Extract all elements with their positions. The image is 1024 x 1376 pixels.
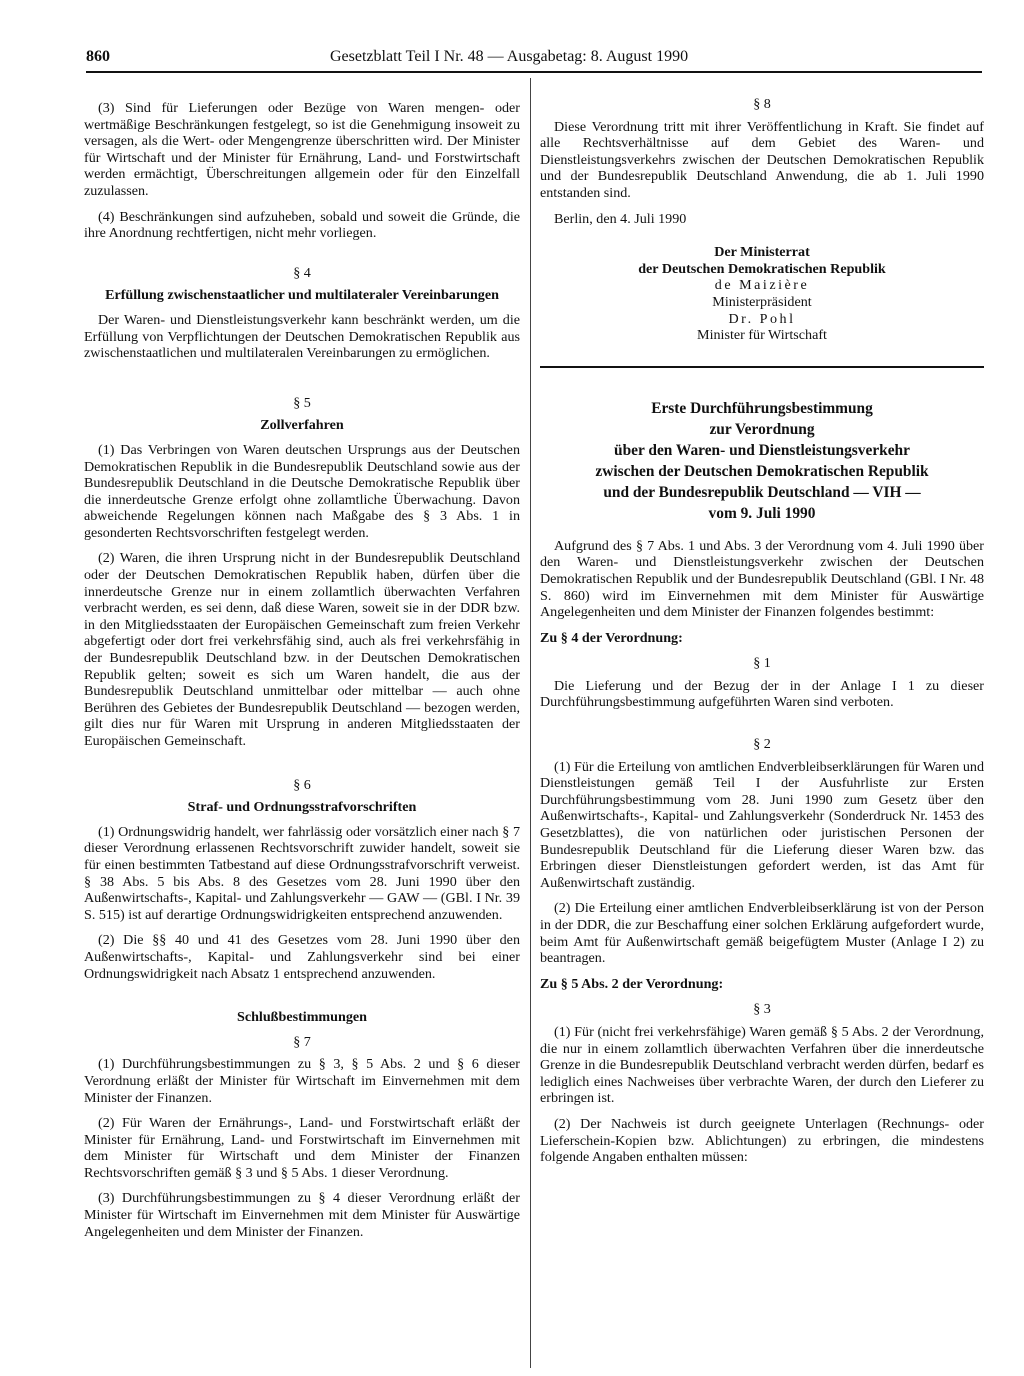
section-4-number: § 4 <box>293 264 311 281</box>
signature-role-2: Minister für Wirtschaft <box>697 327 827 344</box>
section-7-paragraph-3: (3) Durchführungsbestimmungen zu § 4 dieser Verordnung erläßt der Minister für Wirtschaft im Einvernehmen mit dem Minister für Auswärtige Angelegenheiten und dem Minister der Finanzen. <box>84 1190 520 1240</box>
regulation-title-line-2: zur Verordnung <box>709 420 815 438</box>
section-6-paragraph-2: (2) Die §§ 40 und 41 des Gesetzes vom 28. Juni 1990 über den Außenwirtschafts-, Kapital- und Zahlungsverkehr sind bei einer Ordnungswidrigkeit nach Absatz 1 entsprechend anzuwenden. <box>84 932 520 982</box>
signature-name-2: Dr. Pohl <box>728 310 796 327</box>
rule-2-number: § 2 <box>753 736 771 753</box>
signature-body-line-2: der Deutschen Demokratischen Republik <box>638 260 886 277</box>
column-divider <box>530 78 531 1368</box>
subheading-zu-5: Zu § 5 Abs. 2 der Verordnung: <box>540 975 724 992</box>
section-7-paragraph-1: (1) Durchführungsbestimmungen zu § 3, § 5 Abs. 2 und § 6 dieser Verordnung erläßt der Minister für Wirtschaft im Einvernehmen mit dem Minister der Finanzen. <box>84 1056 520 1106</box>
section-8-text: Diese Verordnung tritt mit ihrer Veröffentlichung in Kraft. Sie findet auf alle Rechtsverhältnisse auf dem Gebiet des Waren- und Dienstleistungsverkehrs zwischen der Deutschen Demokratischen Republik und der Bundesrepublik Deutschland Anwendung, die ab 1. Juli 1990 entstanden sind. <box>540 118 984 201</box>
preamble: Aufgrund des § 7 Abs. 1 und Abs. 3 der Verordnung vom 4. Juli 1990 über den Waren- und Dienstleistungsverkehr zwischen der Deutschen Demokratischen Republik und der Bundesrepublik Deutschland (GBl. I Nr. 48 S. 860) wird im Einvernehmen mit dem Minister für Auswärtige Angelegenheiten und dem Minister der Finanzen folgendes bestimmt: <box>540 537 984 621</box>
section-8-number: § 8 <box>753 96 771 112</box>
rule-2-paragraph-1: (1) Für die Erteilung von amtlichen Endverbleibserklärungen für Waren und Dienstleistungen gemäß Teil I der Ausfuhrliste zur Ersten Durchführungsbestimmung vom 28. Juni 1990 zum Gesetz über den Außenwirtschafts-, Kapital- und Zahlungsverkehr (Sonderdruck Nr. 1453 des Gesetzblattes), die von natürlichen oder juristischen Personen der Bundesrepublik Deutschland für die Lieferung dieser Waren bzw. das Erbringen dieser Dienstleistungen gefordert werden, ist das Amt für Außenwirtschaft zuständig. <box>540 758 984 891</box>
section-5-paragraph-2: (2) Waren, die ihren Ursprung nicht in der Bundesrepublik Deutschland oder der Deutschen Demokratischen Republik haben, dürfen über die innerdeutsche Grenze nur in einem zollamtlich überwachten Verfahren verbracht werden, es sei denn, daß diese Waren, soweit sie in der DDR bzw. in den Mitgliedsstaaten der Europäischen Gemeinschaft zum freien Verkehr abgefertigt oder dort frei verkehrsfähig sind, auch als frei verkehrsfähig in der Bundesrepublik Deutschland bzw. in der Deutschen Demokratischen Republik gelten; soweit es sich um Waren handelt, die aus der Bundesrepublik Deutschland unmittelbar oder mittelbar — auch ohne Berühren des Gebietes der Bundesrepublik Deutschland — bezogen werden, gilt dies nur für Waren mit Ursprung in anderen Mitgliedsstaaten der Europäischen Gemeinschaft. <box>84 550 520 749</box>
regulation-title-line-4: zwischen der Deutschen Demokratischen Republik <box>595 462 929 480</box>
page-number: 860 <box>86 48 110 65</box>
section-6-number: § 6 <box>293 776 311 793</box>
right-column <box>540 96 984 1368</box>
rule-1-text: Die Lieferung und der Bezug der in der Anlage I 1 zu dieser Durchführungsbestimmung aufgeführten Waren sind verboten. <box>540 677 984 711</box>
section-5-paragraph-1: (1) Das Verbringen von Waren deutschen Ursprungs aus der Deutschen Demokratischen Republik in die Bundesrepublik Deutschland sowie aus der Bundesrepublik Deutschland in die Deutsche Demokratische Republik über die innerdeutsche Grenze erfolgt ohne zollamtliche Überwachung. Davon abweichende Regelungen können nach Maßgabe des § 3 Abs. 1 in gesonderten Rechtsvorschriften festgelegt werden. <box>84 441 520 541</box>
paragraph-3-3: (3) Sind für Lieferungen oder Bezüge von Waren mengen- oder wertmäßige Beschränkungen festgelegt, so ist die Genehmigung insoweit zu versagen, als die Wert- oder Mengengrenze überschritten wird. Der Minister für Wirtschaft und der Minister für Ernährung, Land- und Forstwirtschaft werden ermächtigt, Überschreitungen allgemein oder für den Einzelfall zuzulassen. <box>84 100 520 199</box>
header-rule <box>86 71 982 73</box>
signature-block <box>540 244 984 344</box>
left-column <box>84 100 520 1368</box>
section-5-title: Zollverfahren <box>260 417 344 434</box>
signature-role-1: Ministerpräsident <box>712 293 812 310</box>
rule-3-paragraph-1: (1) Für (nicht frei verkehrsfähige) Waren gemäß § 5 Abs. 2 der Verordnung, die nur in einem zollamtlich überwachten Verfahren über die innerdeutsche Grenze in die Bundesrepublik Deutschland verbracht werden dürfen, bedarf es lediglich eines Nachweises über verbrachte Waren, der durch den Lieferer zu erbringen ist. <box>540 1023 984 1107</box>
rule-1-number: § 1 <box>753 655 771 672</box>
paragraph-3-4: (4) Beschränkungen sind aufzuheben, sobald und soweit die Gründe, die ihre Anordnung rechtfertigen, nicht mehr vorliegen. <box>84 208 520 242</box>
regulation-title <box>540 398 984 524</box>
section-rule <box>540 366 984 368</box>
rule-3-paragraph-2: (2) Der Nachweis ist durch geeignete Unterlagen (Rechnungs- oder Lieferschein-Kopien bzw. Ablichtungen) zu erbringen, die mindestens folgende Angaben enthalten müssen: <box>540 1115 984 1166</box>
rule-2-paragraph-2: (2) Die Erteilung einer amtlichen Endverbleibserklärung ist von der Person in der DDR, die zur Beschaffung einer solchen Erklärung aufgefordert wurde, beim Amt für Außenwirtschaft gemäß beigefügtem Muster (Anlage I 2) zu beantragen. <box>540 900 984 967</box>
signature-name-1: de Maizière <box>714 277 810 294</box>
page-header <box>86 48 982 70</box>
section-4-text: Der Waren- und Dienstleistungsverkehr kann beschränkt werden, um die Erfüllung von Verpflichtungen der Deutschen Demokratischen Republik aus zwischenstaatlichen und multilateralen Vereinbarungen zu ermöglichen. <box>84 311 520 362</box>
regulation-title-line-6: vom 9. Juli 1990 <box>708 504 816 522</box>
header-title: Gesetzblatt Teil I Nr. 48 — Ausgabetag: 8. August 1990 <box>330 48 689 65</box>
section-4-title: Erfüllung zwischenstaatlicher und multilateraler Vereinbarungen <box>105 287 499 304</box>
section-7-paragraph-2: (2) Für Waren der Ernährungs-, Land- und Forstwirtschaft erläßt der Minister für Ernährung, Land- und Forstwirtschaft im Einvernehmen mit dem Minister für Wirtschaft und dem Minister der Finanzen Rechtsvorschriften gemäß § 3 und § 5 Abs. 1 dieser Verordnung. <box>84 1115 520 1181</box>
subheading-zu-4: Zu § 4 der Verordnung: <box>540 629 683 646</box>
regulation-title-line-5: und der Bundesrepublik Deutschland — VIH — <box>603 483 921 501</box>
final-provisions-title: Schlußbestimmungen <box>236 1009 367 1026</box>
signature-body-line-1: Der Ministerrat <box>714 244 810 261</box>
regulation-title-line-3: über den Waren- und Dienstleistungsverkehr <box>614 441 910 459</box>
section-6-paragraph-1: (1) Ordnungswidrig handelt, wer fahrlässig oder vorsätzlich einer nach § 7 dieser Verordnung erlassenen Rechtsvorschrift zuwider handelt, soweit sie für einen bestimmten Tatbestand auf diese Ordnungsstrafvorschrift verweist. § 38 Abs. 5 bis Abs. 8 des Gesetzes vom 28. Juni 1990 über den Außenwirtschafts-, Kapital- und Zahlungsverkehr — GAW — (GBl. I Nr. 39 S. 515) ist auf derartige Ordnungswidrigkeiten entsprechend anzuwenden. <box>84 823 520 923</box>
rule-3-number: § 3 <box>753 1001 771 1018</box>
section-7-number: § 7 <box>293 1033 311 1050</box>
section-5-number: § 5 <box>293 394 311 411</box>
section-6-title: Straf- und Ordnungsstrafvorschriften <box>187 799 417 816</box>
place-date: Berlin, den 4. Juli 1990 <box>554 210 687 227</box>
regulation-title-line-1: Erste Durchführungsbestimmung <box>651 399 873 417</box>
